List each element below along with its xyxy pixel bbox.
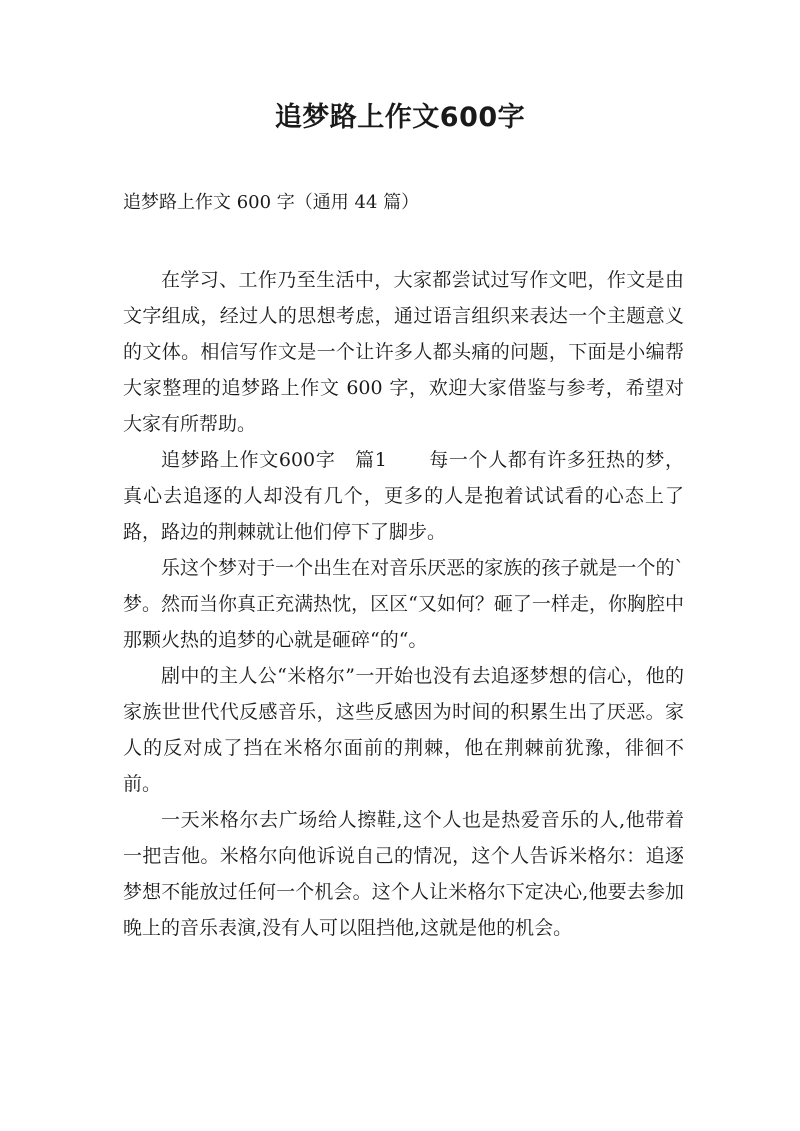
article-first-paragraph: [123, 442, 684, 550]
document-subtitle: 追梦路上作文 600 字（通用 44 篇）: [123, 192, 420, 213]
body-paragraph: 乐这个梦对于一个出生在对音乐厌恶的家族的孩子就是一个的`梦。然而当你真正充满热忱，区区“又如何？砸了一样走，你胸腔中那颗火热的追梦的心就是砸碎“的“。: [123, 557, 684, 651]
body-paragraph: 一天米格尔去广场给人擦鞋,这个人也是热爱音乐的人,他带着一把吉他。米格尔向他诉说自己的情况，这个人告诉米格尔：追逐梦想不能放过任何一个机会。这个人让米格尔下定决心,他要去参加晚上的音乐表演,没有人可以阻挡他,这就是他的机会。: [123, 809, 684, 939]
article-first-paragraph-text: 每一个人都有许多狂热的梦，真心去追逐的人却没有几个，更多的人是抱着试试看的心态上了路，路边的荆棘就让他们停下了脚步。: [123, 449, 684, 543]
document-title: 追梦路上作文600字: [274, 102, 526, 133]
intro-paragraph: 在学习、工作乃至生活中，大家都尝试过写作文吧，作文是由文字组成，经过人的思想考虑，通过语言组织来表达一个主题意义的文体。相信写作文是一个让许多人都头痛的问题，下面是小编帮大家整理的追梦路上作文 600 字，欢迎大家借鉴与参考，希望对大家有所帮助。: [123, 269, 684, 435]
body-paragraph: 剧中的主人公“米格尔”一开始也没有去追逐梦想的信心，他的家族世世代代反感音乐，这些反感因为时间的积累生出了厌恶。家人的反对成了挡在米格尔面前的荆棘，他在荆棘前犹豫，徘徊不前。: [123, 665, 684, 795]
document-body: [123, 262, 684, 946]
article-heading: 追梦路上作文600字 篇1: [161, 449, 387, 471]
